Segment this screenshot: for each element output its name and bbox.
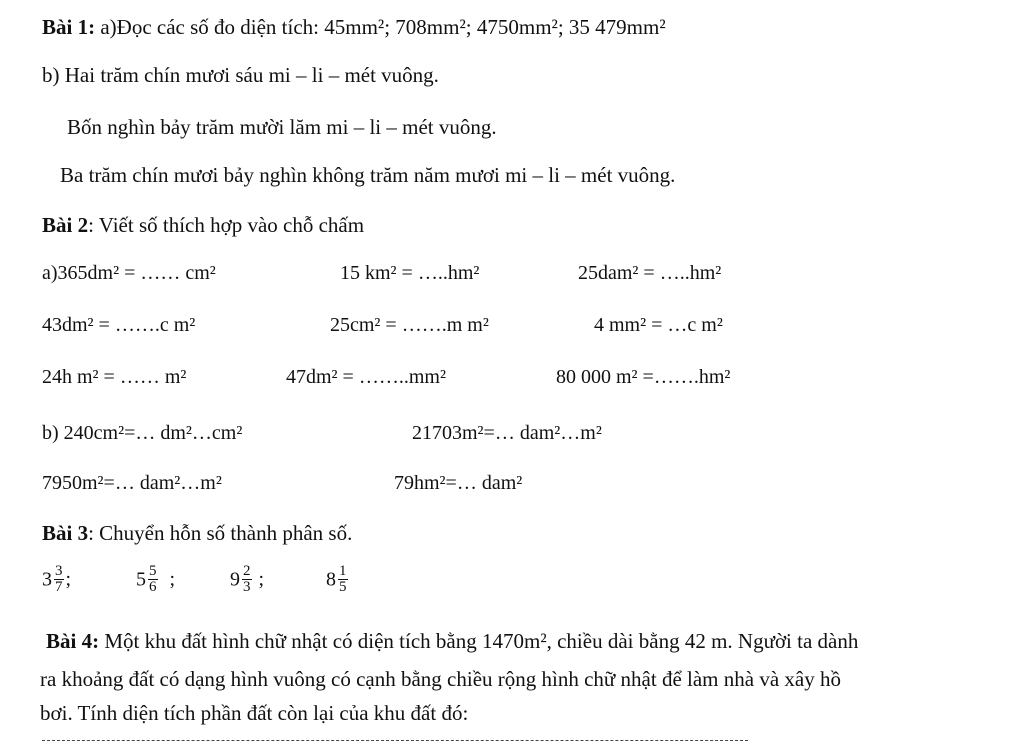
mixed-number xyxy=(42,564,71,595)
fraction-numerator: 1 xyxy=(339,563,347,579)
mixed-whole: 8 xyxy=(326,568,336,591)
mixed-number xyxy=(136,564,175,595)
bai2-a-r1-c2: 15 km² = …..hm² xyxy=(340,262,480,284)
fraction-numerator: 3 xyxy=(55,563,63,579)
separator: ; xyxy=(65,568,72,591)
bai2-b-r1-c1: b) 240cm²=… dm²…cm² xyxy=(42,422,243,444)
bai3-label: Bài 3 xyxy=(42,521,89,545)
bai2-label: Bài 2 xyxy=(42,213,89,237)
bai2-b-r2-c2: 79hm²=… dam² xyxy=(394,472,523,494)
mixed-number xyxy=(326,564,350,595)
mixed-whole: 3 xyxy=(42,568,52,591)
answer-dashed-line xyxy=(42,740,748,741)
bai2-b-r2-c1: 7950m²=… dam²…m² xyxy=(42,472,222,494)
mixed-whole: 9 xyxy=(230,568,240,591)
mixed-fraction xyxy=(54,564,64,595)
bai2-a-r2-c3: 4 mm² = …c m² xyxy=(594,314,723,336)
fraction-denominator: 7 xyxy=(55,579,63,595)
bai4-line1 xyxy=(46,628,858,654)
bai2-a-r3-c2: 47dm² = ……..mm² xyxy=(286,366,446,388)
bai2-a-r3-c1: 24h m² = …… m² xyxy=(42,366,187,388)
bai3-heading xyxy=(42,520,352,546)
separator: ; xyxy=(258,568,265,591)
bai1-a-text: a)Đọc các số đo diện tích: 45mm²; 708mm²; 4750mm²; 35 479mm² xyxy=(95,15,666,39)
fraction-denominator: 6 xyxy=(149,579,157,595)
mixed-whole: 5 xyxy=(136,568,146,591)
bai2-a-r2-c2: 25cm² = …….m m² xyxy=(330,314,489,336)
mixed-fraction xyxy=(148,564,158,595)
bai2-a-r1-c1: a)365dm² = …… cm² xyxy=(42,262,216,284)
fraction-denominator: 5 xyxy=(339,579,347,595)
bai1-b-line2: Bốn nghìn bảy trăm mười lăm mi – li – mét vuông. xyxy=(67,115,497,139)
bai2-title: : Viết số thích hợp vào chỗ chấm xyxy=(88,213,365,237)
bai2-a-r2-c1: 43dm² = …….c m² xyxy=(42,314,196,336)
bai3-title: : Chuyển hỗn số thành phân số. xyxy=(88,521,353,545)
bai1-label: Bài 1: xyxy=(42,15,96,39)
fraction-denominator: 3 xyxy=(243,579,251,595)
bai1-b-line1: b) Hai trăm chín mươi sáu mi – li – mét vuông. xyxy=(42,63,439,87)
bai1-a-line xyxy=(42,14,666,40)
separator: ; xyxy=(169,568,176,591)
bai4-label: Bài 4: xyxy=(46,629,100,653)
bai4-line3: bơi. Tính diện tích phần đất còn lại của khu đất đó: xyxy=(40,701,469,725)
bai2-heading xyxy=(42,212,364,238)
mixed-number xyxy=(230,564,264,595)
fraction-numerator: 5 xyxy=(149,563,157,579)
bai4-line2: ra khoảng đất có dạng hình vuông có cạnh bằng chiều rộng hình chữ nhật để làm nhà và xây hồ xyxy=(40,667,841,691)
mixed-fraction xyxy=(242,564,252,595)
mixed-fraction xyxy=(338,564,348,595)
bai2-a-r1-c3: 25dam² = …..hm² xyxy=(578,262,722,284)
fraction-numerator: 2 xyxy=(243,563,251,579)
bai2-a-r3-c3: 80 000 m² =…….hm² xyxy=(556,366,731,388)
bai1-b-line3: Ba trăm chín mươi bảy nghìn không trăm năm mươi mi – li – mét vuông. xyxy=(60,163,676,187)
bai4-text1: Một khu đất hình chữ nhật có diện tích bằng 1470m², chiều dài bằng 42 m. Người ta dành xyxy=(99,629,859,653)
bai2-b-r1-c2: 21703m²=… dam²…m² xyxy=(412,422,602,444)
